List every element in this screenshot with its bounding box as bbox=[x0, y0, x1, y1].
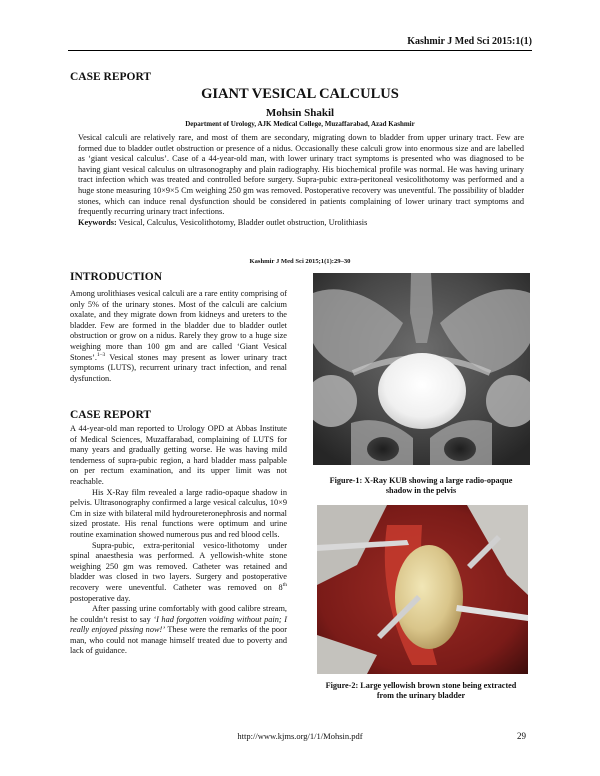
citation: Kashmir J Med Sci 2015;1(1):29–30 bbox=[249, 258, 351, 265]
patient-quote: ‘I had forgotten voiding without pain; I really enjoyed pissing now!’ bbox=[70, 614, 287, 635]
introduction-body bbox=[70, 289, 287, 384]
figure-2-surgery-photo bbox=[317, 505, 528, 674]
header-rule bbox=[68, 50, 532, 51]
section-heading-introduction: INTRODUCTION bbox=[70, 271, 163, 283]
figure-1-xray-image bbox=[313, 273, 530, 465]
abstract-text: Vesical calculi are relatively rare, and most of them are secondary, migrating down to bladder from upper urinary tract. Few are formed due to bladder outlet obstruction or presence of a nidus. Occasionally these calculi grow into enormous size and are labelled as ‘giant vesical calculus’. Case of a 44-year-old man, with lower urinary tract symptoms is presented who was diagnosed to be having giant vesical calculus on ultrasonography and plain radiography. His biochemical profile was normal. He was having urinary tract infection which was treated and controlled before surgery. Supra-pubic extra-peritoneal vesicolithotomy was performed and a huge stone measuring 10×9×5 Cm weighing 250 gm was removed. Postoperative recovery was uneventful. The possibility of bladder stones, which can induce renal dysfunction should be considered in patients complaining of lower urinary tract symptoms and frequently recurring urinary tract infections. bbox=[78, 133, 524, 217]
figure-2-caption: Figure-2: Large yellowish brown stone being extracted from the urinary bladder bbox=[325, 681, 517, 700]
paragraph: A 44-year-old man reported to Urology OPD at Abbas Institute of Medical Sciences, Muzaffarabad, complaining of LUTS for many years and gradually getting worse. He was having mild tenderness of supra-pubic region, a hard bladder mass palpable on per rectum examination, and its upper limit was not reachable. bbox=[70, 424, 287, 486]
article-title: GIANT VESICAL CALCULUS bbox=[201, 86, 399, 102]
keywords: Vesical, Calculus, Vesicolithotomy, Bladder outlet obstruction, Urolithiasis bbox=[118, 217, 368, 227]
journal-header: Kashmir J Med Sci 2015:1(1) bbox=[407, 36, 532, 47]
paragraph: Supra-pubic, extra-peritonial vesico-lithotomy under spinal anaesthesia was performed. A yellowish-white stone weighing 250 gm was removed. Catheter was retained and bladder was closed in two layers. Surgery and postoperative recovery were uneventful. Catheter was removed on 8th postoperative day. bbox=[70, 540, 287, 603]
introduction-text-continued: Vesical stones may present as lower urinary tract symptoms (LUTS), recurrent urinary tract infection, and renal dysfunction. bbox=[70, 352, 287, 383]
paragraph: After passing urine comfortably with good calibre stream, he couldn’t resist to say ‘I had forgotten voiding without pain; I really enjoyed pissing now!’ These were the remarks of the poor man, who could not manage himself treated due to poverty and lack of guidance. bbox=[70, 604, 287, 656]
keywords-label: Keywords: bbox=[78, 217, 117, 227]
ordinal-suffix: th bbox=[282, 582, 287, 589]
reference-marker: 1–3 bbox=[96, 351, 106, 358]
introduction-text: Among urolithiases vesical calculi are a rare entity comprising of only 5% of the urinary stones. Most of the calculi are calcium oxalate, and they migrate down from kidneys and ureters to the bladder. Few are formed in the bladder due to bladder outlet obstruction or grow on a nidus. Rarely they grow to a huge size weighing more than 100 gm and are called ‘Giant Vesical Stones’. bbox=[70, 289, 287, 362]
footer-url[interactable]: http://www.kjms.org/1/1/Mohsin.pdf bbox=[237, 731, 363, 741]
article-type: CASE REPORT bbox=[70, 71, 152, 83]
figure-1-caption: Figure-1: X-Ray KUB showing a large radio-opaque shadow in the pelvis bbox=[329, 476, 513, 495]
case-report-body bbox=[70, 424, 287, 657]
author-name: Mohsin Shakil bbox=[265, 107, 335, 119]
abstract bbox=[78, 133, 524, 228]
affiliation: Department of Urology, AJK Medical College, Muzaffarabad, Azad Kashmir bbox=[185, 120, 415, 128]
paragraph: His X-Ray film revealed a large radio-opaque shadow in pelvis. Ultrasonography confirmed a large vesical calculus, 10×9 Cm in size with bilateral mild hydroureteronephrosis and normal sized prostate. His renal functions were optimum and urine routine examination showed numerous pus and red blood cells. bbox=[70, 487, 287, 539]
page-number: 29 bbox=[517, 731, 526, 741]
section-heading-case-report: CASE REPORT bbox=[70, 409, 152, 421]
